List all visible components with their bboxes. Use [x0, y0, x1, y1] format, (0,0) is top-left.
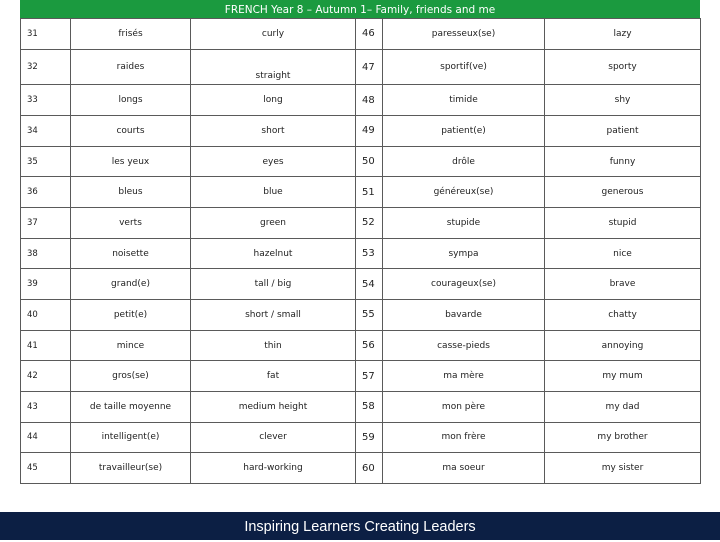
item-number: 55 — [356, 300, 383, 331]
table-row — [21, 238, 701, 269]
english-word: my mum — [545, 361, 701, 392]
item-number: 42 — [21, 361, 71, 392]
item-number: 58 — [356, 391, 383, 422]
item-number: 43 — [21, 391, 71, 422]
english-word: short — [191, 116, 356, 147]
table-row — [21, 146, 701, 177]
item-number: 36 — [21, 177, 71, 208]
english-word: annoying — [545, 330, 701, 361]
french-word: grand(e) — [71, 269, 191, 300]
french-word: mince — [71, 330, 191, 361]
french-word: courts — [71, 116, 191, 147]
english-word: my dad — [545, 391, 701, 422]
item-number: 60 — [356, 453, 383, 484]
english-word: brave — [545, 269, 701, 300]
item-number: 59 — [356, 422, 383, 453]
item-number: 32 — [21, 49, 71, 85]
french-word: paresseux(se) — [383, 19, 545, 50]
french-word: courageux(se) — [383, 269, 545, 300]
footer-banner: Inspiring Learners Creating Leaders — [0, 512, 720, 540]
table-row — [21, 177, 701, 208]
table-row — [21, 85, 701, 116]
french-word: ma soeur — [383, 453, 545, 484]
french-word: généreux(se) — [383, 177, 545, 208]
table-row — [21, 19, 701, 50]
english-word: stupid — [545, 208, 701, 239]
item-number: 35 — [21, 146, 71, 177]
item-number: 52 — [356, 208, 383, 239]
english-word: my sister — [545, 453, 701, 484]
item-number: 50 — [356, 146, 383, 177]
vocabulary-table — [20, 18, 701, 484]
page-title: FRENCH Year 8 – Autumn 1– Family, friends and me — [20, 0, 700, 18]
french-word: sportif(ve) — [383, 49, 545, 85]
english-word: my brother — [545, 422, 701, 453]
french-word: bleus — [71, 177, 191, 208]
item-number: 40 — [21, 300, 71, 331]
english-word: thin — [191, 330, 356, 361]
french-word: petit(e) — [71, 300, 191, 331]
item-number: 45 — [21, 453, 71, 484]
item-number: 46 — [356, 19, 383, 50]
french-word: drôle — [383, 146, 545, 177]
english-word: straight — [191, 49, 356, 85]
item-number: 57 — [356, 361, 383, 392]
french-word: sympa — [383, 238, 545, 269]
english-word: patient — [545, 116, 701, 147]
item-number: 56 — [356, 330, 383, 361]
french-word: longs — [71, 85, 191, 116]
french-word: bavarde — [383, 300, 545, 331]
french-word: de taille moyenne — [71, 391, 191, 422]
english-word: sporty — [545, 49, 701, 85]
french-word: timide — [383, 85, 545, 116]
item-number: 34 — [21, 116, 71, 147]
english-word: short / small — [191, 300, 356, 331]
english-word: green — [191, 208, 356, 239]
english-word: hazelnut — [191, 238, 356, 269]
english-word: eyes — [191, 146, 356, 177]
item-number: 38 — [21, 238, 71, 269]
item-number: 49 — [356, 116, 383, 147]
english-word: chatty — [545, 300, 701, 331]
english-word: hard-working — [191, 453, 356, 484]
english-word: shy — [545, 85, 701, 116]
item-number: 44 — [21, 422, 71, 453]
table-row — [21, 453, 701, 484]
french-word: les yeux — [71, 146, 191, 177]
table-row — [21, 116, 701, 147]
item-number: 47 — [356, 49, 383, 85]
english-word: medium height — [191, 391, 356, 422]
french-word: mon frère — [383, 422, 545, 453]
french-word: patient(e) — [383, 116, 545, 147]
french-word: intelligent(e) — [71, 422, 191, 453]
english-word: nice — [545, 238, 701, 269]
table-row — [21, 330, 701, 361]
english-word: lazy — [545, 19, 701, 50]
item-number: 39 — [21, 269, 71, 300]
item-number: 41 — [21, 330, 71, 361]
table-row — [21, 300, 701, 331]
item-number: 54 — [356, 269, 383, 300]
french-word: travailleur(se) — [71, 453, 191, 484]
table-row — [21, 208, 701, 239]
french-word: noisette — [71, 238, 191, 269]
table-row — [21, 391, 701, 422]
table-row — [21, 269, 701, 300]
item-number: 31 — [21, 19, 71, 50]
french-word: raides — [71, 49, 191, 85]
table-row — [21, 361, 701, 392]
french-word: verts — [71, 208, 191, 239]
french-word: casse-pieds — [383, 330, 545, 361]
item-number: 37 — [21, 208, 71, 239]
english-word: tall / big — [191, 269, 356, 300]
english-word: generous — [545, 177, 701, 208]
english-word: funny — [545, 146, 701, 177]
table-row — [21, 422, 701, 453]
english-word: clever — [191, 422, 356, 453]
table-row — [21, 49, 701, 85]
item-number: 51 — [356, 177, 383, 208]
item-number: 48 — [356, 85, 383, 116]
english-word: fat — [191, 361, 356, 392]
french-word: gros(se) — [71, 361, 191, 392]
item-number: 33 — [21, 85, 71, 116]
english-word: curly — [191, 19, 356, 50]
french-word: ma mère — [383, 361, 545, 392]
french-word: stupide — [383, 208, 545, 239]
french-word: mon père — [383, 391, 545, 422]
english-word: long — [191, 85, 356, 116]
french-word: frisés — [71, 19, 191, 50]
item-number: 53 — [356, 238, 383, 269]
english-word: blue — [191, 177, 356, 208]
